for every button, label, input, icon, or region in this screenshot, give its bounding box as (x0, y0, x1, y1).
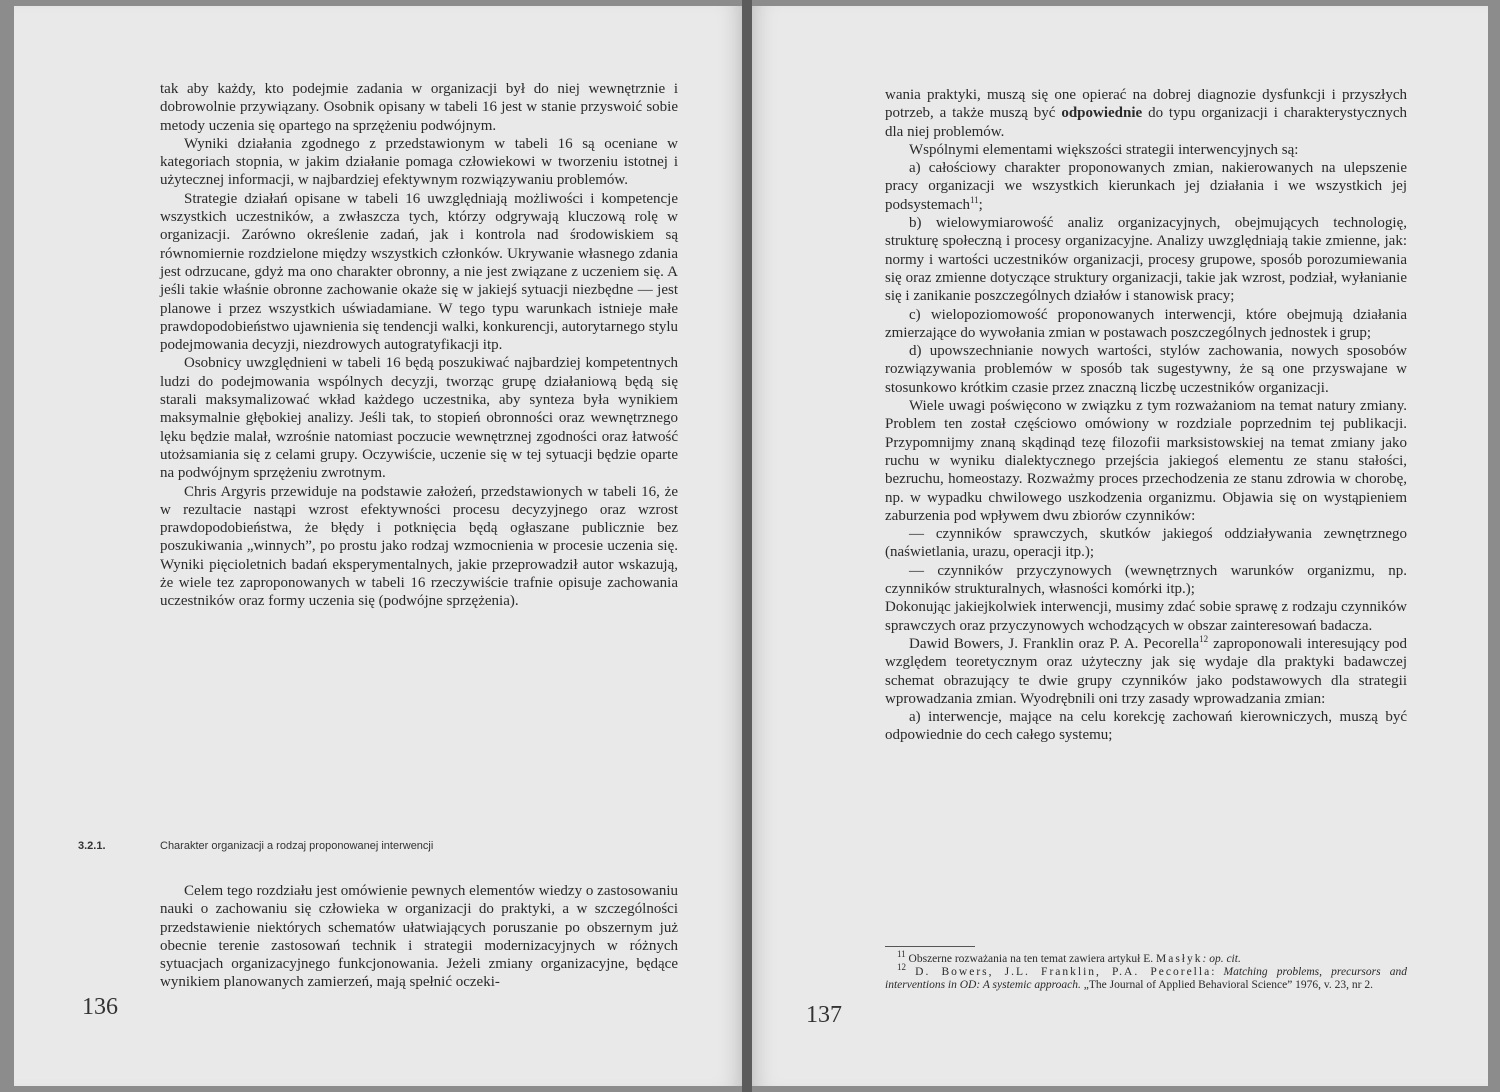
footnote: $^{11}$ Obszerne rozważania na ten temat zawiera artykuł E. Masłyk: op. cit. (897, 949, 1241, 965)
paragraph: Wspólnymi elementami większości strategii interwencyjnych są: (909, 141, 1299, 158)
list-item: — czynników sprawczych, skutków jakiegoś oddziaływania zewnętrznego (naświetlania, urazu, operacji itp.); (885, 526, 1407, 561)
paragraph: Strategie działań opisane w tabeli 16 uwzględniają możliwości i kompetencje wszystkich uczestników, a zwłaszcza tych, którzy odgrywają kluczową rolę w organizacji. Zarówno określenie zadań, jak i kontrola nad środowiskiem są równomiernie rozdzielone między wszystkich członków. Ukrywanie własnego zdania jest odrzucane, gdyż ma ono charakter obronny, a nie jest związane z uczeniem się. A jeśli takie właśnie obronne zachowanie okaże się w jakiejś sytuacji niezbędne — jest planowe i przez wszystkich uświadamiane. W tego typu warunkach istnieje małe prawdopodobieństwo ujawnienia się tendencji walki, konkurencji, autorytarnego stylu podejmowania decyzji, niezdrowych autogratyfikacji itp. (160, 190, 678, 354)
list-item: b) wielowymiarowość analiz organizacyjnych, obejmujących technologię, strukturę społeczną i procesy organizacyjne. Analizy uwzględniają takie zmienne, jak: normy i wartości uczestników organizacji, procesy grupowe, sposób porozumiewania się oraz zmienne dotyczące struktury organizacji, takie jak wzrost, podział, wyłanianie się i zanikanie poszczególnych działów i stanowisk pracy; (885, 215, 1407, 305)
paragraph: tak aby każdy, kto podejmie zadania w organizacji był do niej wewnętrznie i dobrowolnie przywiązany. Osobnik opisany w tabeli 16 jest w stanie przyswoić sobie metody uczenia się opartego na sprzężeniu podwójnym. (160, 81, 678, 134)
paragraph: Wiele uwagi poświęcono w związku z tym rozważaniom na temat natury zmiany. Problem ten został częściowo omówiony w rozdziale poprzednim tej publikacji. Przypomnijmy znaną skądinąd tezę filozofii marksistowskiej na temat zmiany jako ruchu w wyniku dialektycznego przejścia jakiegoś elementu ze stanu stałości, bezruchu, homeostazy. Rozważmy proces przechodzenia ze stanu zdrowia w chorobę, np. w wypadku chwilowego uszkodzenia organizmu. Objawia się on wystąpieniem zaburzenia pod wpływem dwu zbiorów czynników: (885, 398, 1407, 524)
right-page-body (885, 86, 1407, 745)
section-title: Charakter organizacji a rodzaj proponowanej interwencji (160, 840, 434, 852)
footnotes (885, 946, 1407, 992)
footnote-ref: 12 (1199, 633, 1209, 644)
paragraph: Celem tego rozdziału jest omówienie pewnych elementów wiedzy o zastosowaniu nauki o zachowaniu się człowieka w organizacji do praktyki, a w szczególności przedstawienie niektórych schematów ułatwiających poruszanie po obszernym już obecnie terenie zastosowań technik i strategii modernizacyjnych w różnych sytuacjach organizacyjnego funkcjonowania. Jeżeli zmiany organizacyjne, będące wynikiem planowanych zamierzeń, mają spełnić oczeki- (160, 883, 678, 991)
list-item: d) upowszechnianie nowych wartości, stylów zachowania, nowych sposobów rozwiązywania problemów w sposób tak sugestywny, że są one przyswajane w stosunkowo krótkim czasie przez znaczną liczbę uczestników organizacji. (885, 343, 1407, 396)
paragraph: Dokonując jakiejkolwiek interwencji, musimy zdać sobie sprawę z rodzaju czynników sprawczych oraz przyczynowych wchodzących w obszar zainteresowań badacza. (885, 599, 1407, 634)
list-item: a) interwencje, mające na celu korekcję zachowań kierowniczych, muszą być odpowiednie do cech całego systemu; (885, 709, 1407, 744)
paragraph: Wyniki działania zgodnego z przedstawionym w tabeli 16 są oceniane w kategoriach stopnia, w jakim działanie pomaga człowiekowi w tworzeniu istotnej i użytecznej informacji, w najbardziej efektywnym rozwiązywaniu problemów. (160, 135, 678, 189)
emphasis: odpowiednie (1061, 105, 1143, 122)
footnote-rule (885, 946, 975, 947)
footnote: $^{12}$ D. Bowers, J.L. Franklin, P.A. Pecorella: Matching problems, precursors and interventions in OD: A systemic approach. „The Journal of Applied Behavioral Science” 1976, v. 23, nr 2. (885, 962, 1407, 991)
right-page (752, 6, 1488, 1086)
list-item: a) całościowy charakter proponowanych zmian, nakierowanych na ulepszenie pracy organizacji we wszystkich kierunkach jej działania i we wszystkich jej podsystemach$^{11}$; (885, 160, 1407, 213)
left-page-body (160, 80, 678, 611)
page-number-right: 137 (806, 1002, 842, 1028)
paragraph: Chris Argyris przewiduje na podstawie założeń, przedstawionych w tabeli 16, że w rezultacie nastąpi wzrost efektywności procesu decyzyjnego oraz wzrost prawdopodobieństwa, że błędy i potknięcia będą ogłaszane publicznie bez poszukiwania „winnych”, po prostu jako rodzaj wzmocnienia w procesie uczenia się. Wyniki pięcioletnich badań eksperymentalnych, jakie przeprowadził autor wskazują, że wiele tez zaproponowanych w tabeli 16 rzeczywiście trafnie opisuje zachowania uczestników oraz formy uczenia się (podwójne sprzężenia). (160, 483, 678, 610)
paragraph: Osobnicy uwzględnieni w tabeli 16 będą poszukiwać najbardziej kompetentnych ludzi do podejmowania wspólnych decyzji, tworząc grupę działaniową będą się starali maksymalizować wkład każdego uczestnika, aby synteza była wynikiem maksymalnie głębokiej analizy. Jeśli tak, to stopień obronności oraz wewnętrznego lęku będzie malał, wzrośnie natomiast poczucie wewnętrznej zgodności oraz łatwość utożsamiania się z celami grupy. Oczywiście, uczenie się w tej sytuacji będzie oparte na podwójnym sprzężeniu zwrotnym. (160, 355, 678, 482)
footnote-ref: 11 (969, 194, 979, 205)
section-number: 3.2.1. (78, 840, 106, 852)
book-gutter (742, 0, 752, 1092)
list-item: — czynników przyczynowych (wewnętrznych warunków organizmu, np. czynników strukturalnych, własności komórki itp.); (885, 562, 1407, 598)
left-page (14, 6, 742, 1086)
list-item: c) wielopoziomowość proponowanych interwencji, które obejmują działania zmierzające do wywołania zmian w postawach poszczególnych jednostek i grup; (885, 306, 1407, 341)
page-number-left: 136 (82, 994, 118, 1020)
paragraph: wania praktyki, muszą się one opierać na dobrej diagnozie dysfunkcji i przyszłych potrzeb, a także muszą być odpowiednie do typu organizacji i charakterystycznych dla niej problemów. (885, 87, 1407, 140)
section-body (160, 882, 678, 992)
paragraph: Dawid Bowers, J. Franklin oraz P. A. Pecorella$^{12}$ zaproponowali interesujący pod względem teoretycznym oraz użyteczny jak się wydaje dla praktyki badawczej schemat obrazujący te dwie grupy czynników jako podstawowych dla strategii wprowadzania zmian. Wyodrębnili oni trzy zasady wprowadzania zmian: (885, 633, 1407, 707)
